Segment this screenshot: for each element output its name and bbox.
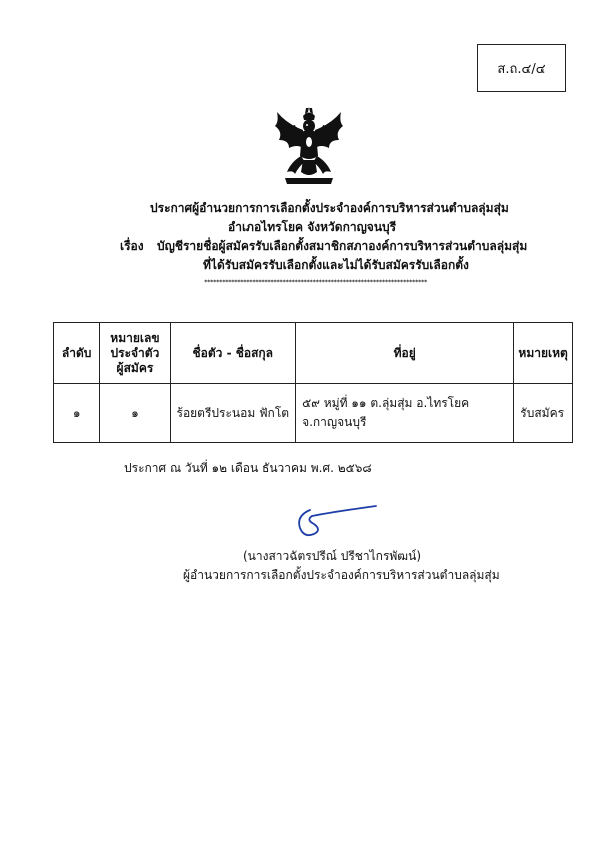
header-title: ประกาศผู้อำนวยการการเลือกตั้งประจำองค์การบริหารส่วนตำบลลุ่มสุ่ม [150, 201, 509, 215]
col-header-candidate-no-line-1: หมายเลข [110, 330, 160, 345]
signer-position: ผู้อำนวยการการเลือกตั้งประจำองค์การบริหารส่วนตำบลลุ่มสุ่ม [183, 568, 500, 582]
cell-order: ๑ [54, 384, 100, 443]
col-header-candidate-no-line-2: ประจำตัว [110, 345, 160, 360]
garuda-emblem [273, 106, 345, 186]
announcement-date: ประกาศ ณ วันที่ ๑๒ เดือน ธันวาคม พ.ศ. ๒๕๖๘ [124, 461, 372, 475]
header-location: อำเภอไทรโยค จังหวัดกาญจนบุรี [228, 220, 397, 234]
col-header-address: ที่อยู่ [296, 323, 514, 384]
col-header-order: ลำดับ [54, 323, 100, 384]
col-header-name: ชื่อตัว - ชื่อสกุล [170, 323, 296, 384]
cell-name: ร้อยตรีประนอม ฟักโต [170, 384, 296, 443]
cell-remark: รับสมัคร [514, 384, 573, 443]
cell-address: ๕๙ หมู่ที่ ๑๑ ต.ลุ่มสุ่ม อ.ไทรโยค จ.กาญจนบุรี [296, 384, 514, 443]
header-separator: ************************************************************************** [204, 279, 427, 286]
candidate-table [53, 322, 573, 443]
col-header-remark: หมายเหตุ [514, 323, 573, 384]
table-row [54, 384, 573, 443]
signer-name: (นางสาวฉัตรปรีณ์ ปรีชาไกรพัฒน์) [243, 549, 422, 563]
table-header-row [54, 323, 573, 384]
cell-candidate-no: ๑ [100, 384, 170, 443]
col-header-candidate-no [100, 323, 170, 384]
subject-line-1: บัญชีรายชื่อผู้สมัครรับเลือกตั้งสมาชิกสภาองค์การบริหารส่วนตำบลลุ่มสุ่ม [157, 239, 528, 253]
col-header-candidate-no-line-3: ผู้สมัคร [116, 360, 154, 375]
subject-label: เรื่อง [120, 239, 144, 253]
signature [292, 502, 382, 540]
form-code: ส.ถ.๔/๔ [497, 61, 546, 77]
form-code-box [477, 44, 566, 92]
subject-line-2: ที่ได้รับสมัครรับเลือกตั้งและไม่ได้รับสมัครรับเลือกตั้ง [203, 258, 469, 272]
